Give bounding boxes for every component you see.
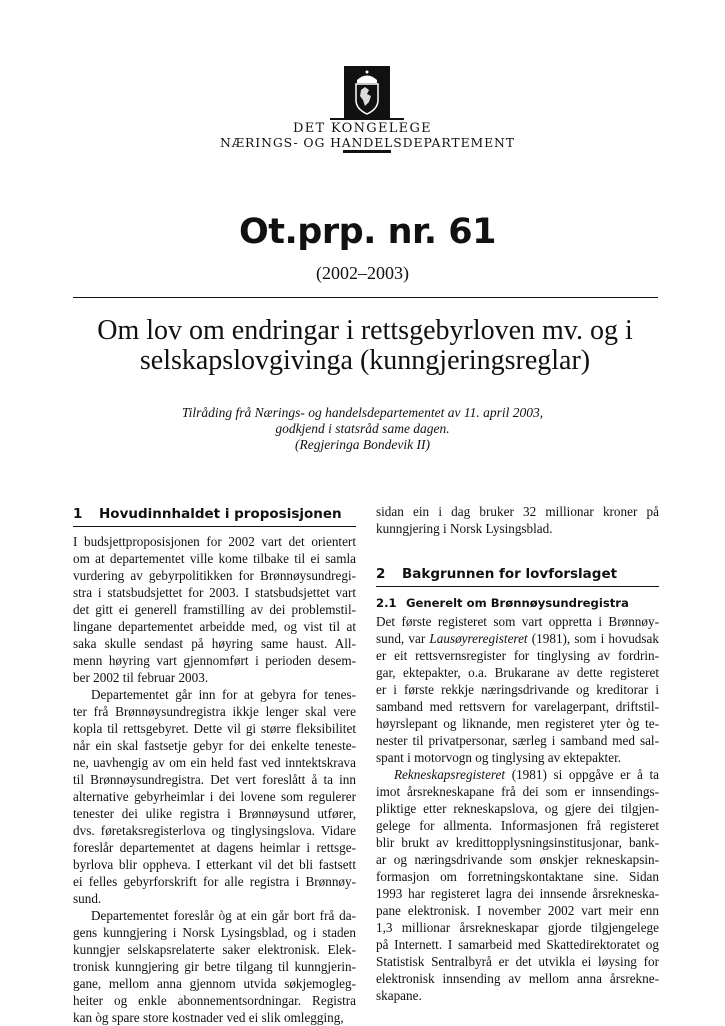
department-underline: [343, 150, 391, 153]
text-line: sidan ein i dag bruker 32 millionar kroner på: [376, 504, 659, 519]
text-line: gens kunngjering i Norsk Lysingsblad, og i staden: [73, 925, 356, 940]
title-divider: [73, 297, 658, 298]
text-line: Departementet foreslår òg at ein går bort frå da-: [91, 908, 356, 923]
text-line: elektronisk innsending av mellom anna årsrekne-: [376, 971, 659, 986]
text-line: på Internett. I samarbeid med Skattedirektoratet og: [376, 937, 659, 952]
text-run: sund, var: [376, 631, 430, 646]
register-name: Lausøyreregisteret: [429, 631, 528, 646]
text-line: byrlova blir oppheva. I etterkant vil det bli fastsett: [73, 857, 356, 872]
approval-line: godkjend i statsråd same dagen.: [275, 421, 450, 436]
paragraph-lausoyre: [376, 647, 659, 766]
subsection-title: Generelt om Brønnøysundregistra: [406, 596, 629, 610]
text-line: ei felles gebyrforskrift for alle registra i Brønnøy-: [73, 874, 356, 889]
text-line: tronisk kunngjering gir betre tilgang til kunngjerin-: [73, 959, 356, 974]
text-line: gelege for allmenta. Informasjonen frå registeret: [376, 818, 659, 833]
text-line: formasjon om forretningskontaktane sine. Sidan: [376, 869, 659, 884]
text-line: når ein skal fastsetje gebyr for dei enkelte teneste-: [73, 738, 356, 753]
department-name-line1: DET KONGELEGE: [293, 121, 432, 136]
approval-line: (Regjeringa Bondevik II): [295, 437, 430, 452]
text-line: 1993 har registeret lagra dei innsende årsrekneska-: [376, 886, 659, 901]
title-line: Om lov om endringar i rettsgebyrloven mv. og i: [97, 315, 633, 346]
approval-line: Tilråding frå Nærings- og handelsdepartementet av 11. april 2003,: [181, 405, 544, 420]
text-line: stra i statsbudsjettet for 2003. I statsbudsjettet vart: [73, 585, 356, 600]
text-line: I budsjettproposisjonen for 2002 vart det orientert: [73, 534, 356, 549]
section-rule: [73, 526, 356, 527]
session-years: (2002–2003): [316, 263, 409, 283]
text-line: det gitt ei generell framstilling av dei problemstil-: [73, 602, 356, 617]
text-line: sund.: [73, 891, 102, 906]
text-line: dvs. føretaksregisterlova og tinglysingslova. Vidare: [73, 823, 356, 838]
text-line: kan òg spare store kostnader ved ei slik omlegging,: [73, 1010, 344, 1025]
text-line: skapane.: [376, 988, 422, 1003]
text-line: 1,3 millionar årsrekneskapar gjorde tilgjengelege: [376, 920, 659, 935]
text-line: lingane departementet arbeidde med, og vist til at: [73, 619, 356, 634]
text-line: samband med rettsvern for varelagerpant, driftstil-: [376, 699, 659, 714]
text-line: ter frå Brønnøysundregistra ikkje lenger skal vere: [73, 704, 356, 719]
section-title: Hovudinnhaldet i proposisjonen: [99, 506, 342, 522]
text-line: nester til privatpersonar, særleg i samband med sal-: [376, 733, 659, 748]
text-line: gar, ektepakter, o.a. Brukarane av dette registeret: [376, 665, 659, 680]
left-column: [73, 503, 356, 1026]
text-line: foreslår departementet at dagens heimlar i rettsge-: [73, 840, 356, 855]
text-line: Det første registeret som vart oppretta i Brønnøy-: [376, 614, 659, 629]
text-line: spant i motorvogn og tinglysing av ektepakter.: [376, 750, 622, 765]
paragraph-rekneskap: [376, 783, 659, 1004]
text-line: [376, 766, 659, 783]
text-line: kopla til rettsgebyret. Dette vil gi større fleksibilitet: [73, 721, 356, 736]
text-line: menn høyring vart gjennomført i perioden desem-: [73, 653, 356, 668]
approval-note: [0, 405, 725, 453]
department-name-line2: NÆRINGS- OG HANDELSDEPARTEMENT: [220, 135, 515, 150]
text-line: imot årsrekneskapane frå dei som er innsendings-: [376, 784, 659, 799]
text-line: gane, mellom anna gjennom utvida søkjemogleg-: [73, 976, 356, 991]
text-line: er i første rekkje næringsdrivande og kreditorar i: [376, 682, 659, 697]
text-line: pliktige etter rekneskapslova, og gjere dei tilgjen-: [376, 801, 659, 816]
text-line: blir brukt av kredittopplysningsinstitusjonar, bank-: [376, 835, 659, 850]
text-line: saka skulle sendast på høyring same haust. All-: [73, 636, 356, 651]
text-line: Departementet går inn for at gebyra for tenes-: [91, 687, 356, 702]
text-line: ne, uavhengig av om ein held fast ved inntektskrava: [73, 755, 356, 770]
text-line: om at departementet ville kome tilbake til ei samla: [73, 551, 356, 566]
title-line: selskapslovgivinga (kunngjeringsreglar): [139, 345, 591, 376]
section-number: 2: [376, 566, 386, 582]
section1-body: [73, 533, 356, 1026]
text-line: er eit rettsvernsregister for tinglysing av fordrin-: [376, 648, 659, 663]
subsection-heading-2-1: [376, 593, 659, 613]
text-line: ar og næringsdrivande som ønskjer rekneskapsin-: [376, 852, 659, 867]
text-line: Statistisk Sentralbyrå er det utvikla ei løysing for: [376, 954, 659, 969]
logo-divider: [330, 118, 404, 120]
text-line: ber 2002 til februar 2003.: [73, 670, 209, 685]
text-line: høyrslepant og liknande, men registeret yter òg te-: [376, 716, 659, 731]
text-line: [376, 630, 659, 647]
document-title: [60, 316, 670, 376]
text-line: heiter og enkle abonnementsordningar. Registra: [73, 993, 356, 1008]
text-line: vurdering av gebyrpolitikken for Brønnøysundregi-: [73, 568, 356, 583]
section-heading-1: [73, 503, 356, 525]
text-run: (1981), som i hovudsak: [527, 631, 659, 646]
register-name: Rekneskapsregisteret: [394, 767, 506, 782]
document-number: Ot.prp. nr. 61: [238, 212, 496, 252]
section-title: Bakgrunnen for lovforslaget: [402, 566, 618, 582]
section-heading-2: [376, 563, 659, 585]
text-line: kunngjer selskapsrelaterte saker elektronisk. Elek-: [73, 942, 356, 957]
text-line: pane elektronisk. I november 2002 vart meir enn: [376, 903, 659, 918]
text-line: kunngjering i Norsk Lysingsblad.: [376, 521, 553, 536]
coat-of-arms-logo: [344, 66, 390, 118]
text-line: alternative gebyrheimlar i dei lovene som regulerer: [73, 789, 356, 804]
right-column: [376, 503, 659, 1004]
text-line: til Brønnøysundregistra. Det vert foreslått å ta inn: [73, 772, 356, 787]
subsection-number: 2.1: [376, 596, 397, 610]
text-line: tenester dei ulike registra i Brønnøysund utfører,: [73, 806, 356, 821]
section-rule: [376, 586, 659, 587]
section-number: 1: [73, 506, 83, 522]
coat-of-arms-icon: [344, 66, 390, 118]
text-run: (1981) si oppgåve er å ta: [505, 767, 659, 782]
